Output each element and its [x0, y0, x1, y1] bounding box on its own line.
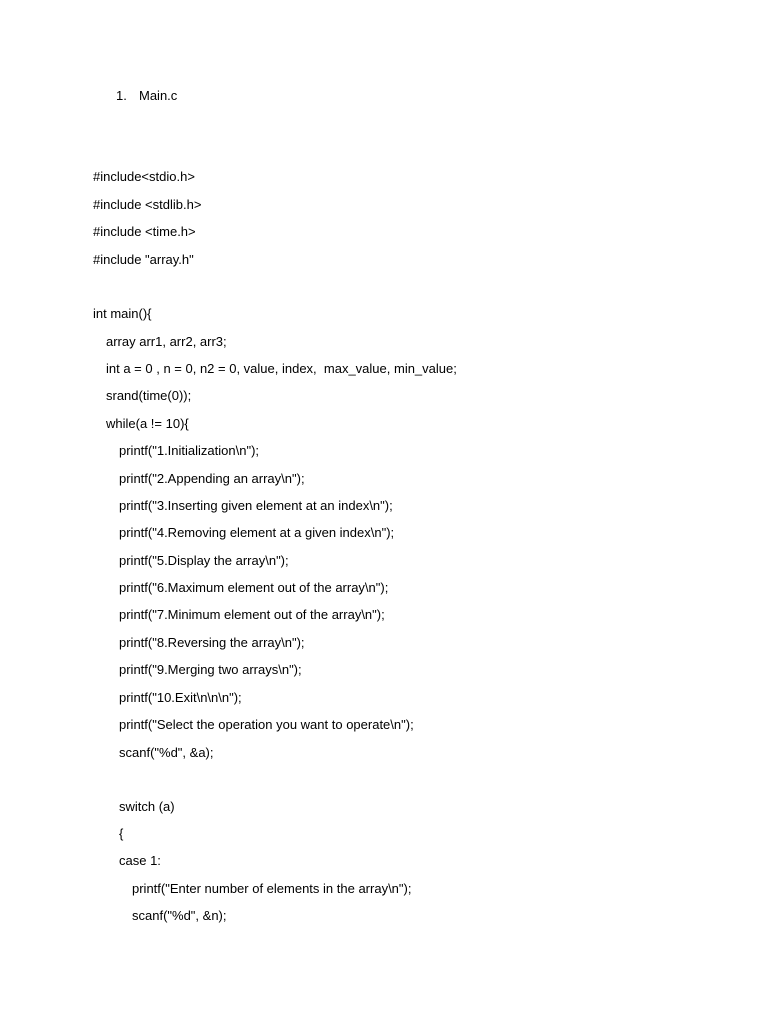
code-listing	[93, 0, 733, 1024]
code-line: scanf("%d", &a);	[119, 745, 214, 760]
code-line: printf("5.Display the array\n");	[119, 553, 289, 568]
code-line: switch (a)	[119, 799, 175, 814]
code-line: #include "array.h"	[93, 252, 194, 267]
code-line: printf("Select the operation you want to operate\n");	[119, 717, 414, 732]
code-line: printf("2.Appending an array\n");	[119, 471, 305, 486]
code-line: printf("9.Merging two arrays\n");	[119, 662, 302, 677]
code-line: printf("7.Minimum element out of the array\n");	[119, 607, 385, 622]
code-line: printf("4.Removing element at a given index\n");	[119, 525, 395, 540]
code-line: {	[119, 826, 124, 841]
code-line: #include <time.h>	[93, 224, 196, 239]
code-line: #include <stdlib.h>	[93, 197, 202, 212]
heading-number: 1.	[116, 88, 127, 103]
code-line: printf("8.Reversing the array\n");	[119, 635, 305, 650]
heading-title: Main.c	[139, 88, 178, 103]
code-line: while(a != 10){	[106, 416, 189, 431]
code-line: printf("3.Inserting given element at an index\n");	[119, 498, 393, 513]
code-line: printf("10.Exit\n\n\n");	[119, 690, 242, 705]
code-line: scanf("%d", &n);	[132, 908, 227, 923]
code-line: printf("1.Initialization\n");	[119, 443, 260, 458]
code-line: srand(time(0));	[106, 388, 192, 403]
code-line: array arr1, arr2, arr3;	[106, 334, 227, 349]
code-line: printf("6.Maximum element out of the array\n");	[119, 580, 389, 595]
code-line: int main(){	[93, 306, 152, 321]
code-line: printf("Enter number of elements in the array\n");	[132, 881, 412, 896]
code-line: int a = 0 , n = 0, n2 = 0, value, index, max_value, min_value;	[106, 361, 457, 376]
code-line: case 1:	[119, 853, 161, 868]
code-line: #include<stdio.h>	[93, 169, 195, 184]
